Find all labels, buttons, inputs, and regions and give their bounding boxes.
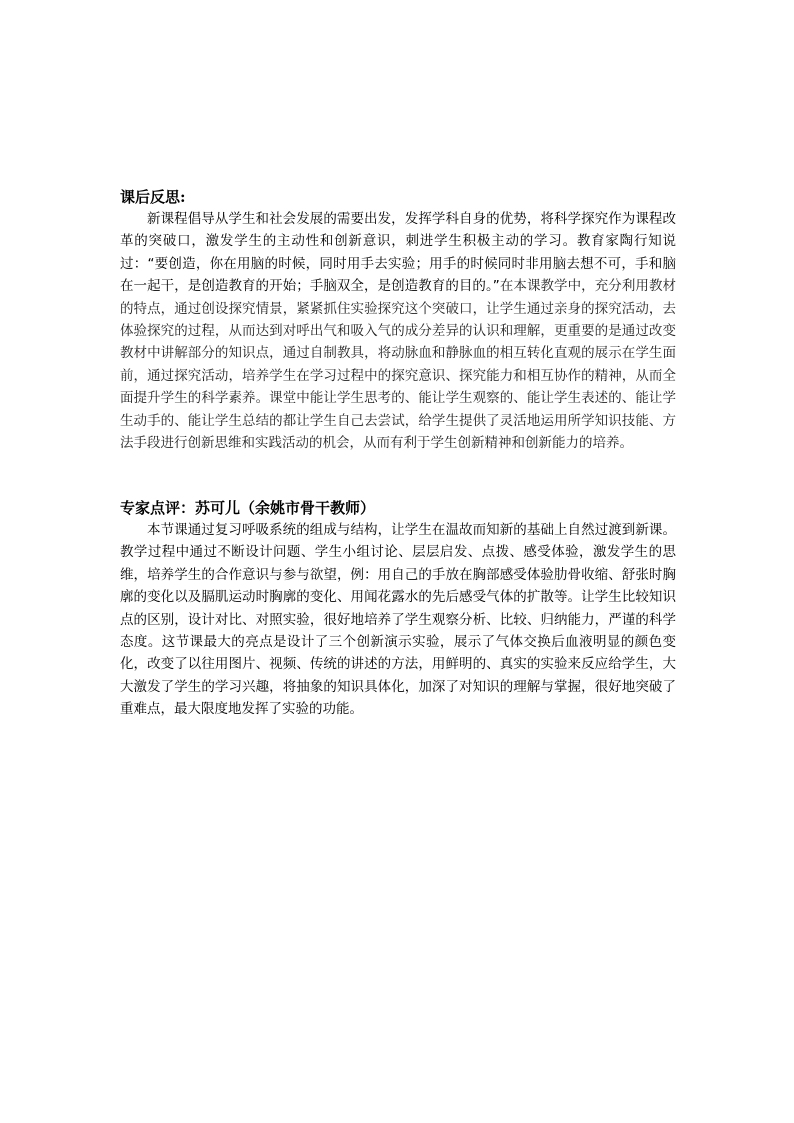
reflection-heading: 课后反思:: [120, 188, 186, 206]
reflection-section: [120, 186, 676, 454]
expert-review-section: [120, 497, 676, 721]
reflection-paragraph: [120, 208, 676, 454]
reflection-paragraph-tail: 在本课教学中，充分利用教材的特点，通过创设探究情景，紧紧抓住实验探究这个突破口，让学生通过亲身的探究活动，去体验探究的过程，从而达到对呼出气和吸入气的成分差异的认识和理解，更重要的是通过改变教材中讲解部分的知识点，通过自制教具，将动脉血和静脉血的相互转化直观的展示在学生面前，通过探究活动，培养学生在学习过程中的探究意识、探究能力和相互协作的精神，从而全面提升学生的科学素养。课堂中能让学生思考的、能让学生观察的、能让学生表述的、能让学生动手的、能让学生总结的都让学生自己去尝试，给学生提供了灵活地运用所学知识技能、方法手段进行创新思维和实践活动的机会，从而有利于学生创新精神和创新能力的培养。: [120, 278, 676, 452]
expert-review-heading: 专家点评：苏可儿（余姚市骨干教师）: [120, 499, 376, 517]
reflection-paragraph-main: 新课程倡导从学生和社会发展的需要出发，发挥学科自身的优势，将科学探究作为课程改革的突破口，激发学生的主动性和创新意识，刺进学生积极主动的学习。教育家陶行知说过：“要创造，你在用脑的时候，同时用手去实验；用手的时候同时非用脑去想不可，手和脑在一起干，是创造教育的开始；手脑双全，是创造教育的目的。”: [120, 211, 676, 295]
expert-review-paragraph: 本节课通过复习呼吸系统的组成与结构，让学生在温故而知新的基础上自然过渡到新课。教学过程中通过不断设计问题、学生小组讨论、层层启发、点拨、感受体验，激发学生的思维，培养学生的合作意识与参与欲望，例：用自己的手放在胸部感受体验肋骨收缩、舒张时胸廓的变化以及膈肌运动时胸廓的变化、用闻花露水的先后感受气体的扩散等。让学生比较知识点的区别，设计对比、对照实验，很好地培养了学生观察分析、比较、归纳能力，严谨的科学态度。这节课最大的亮点是设计了三个创新演示实验，展示了气体交换后血液明显的颜色变化，改变了以往用图片、视频、传统的讲述的方法，用鲜明的、真实的实验来反应给学生，大大激发了学生的学习兴趣，将抽象的知识具体化，加深了对知识的理解与掌握，很好地突破了重难点，最大限度地发挥了实验的功能。: [120, 522, 676, 718]
